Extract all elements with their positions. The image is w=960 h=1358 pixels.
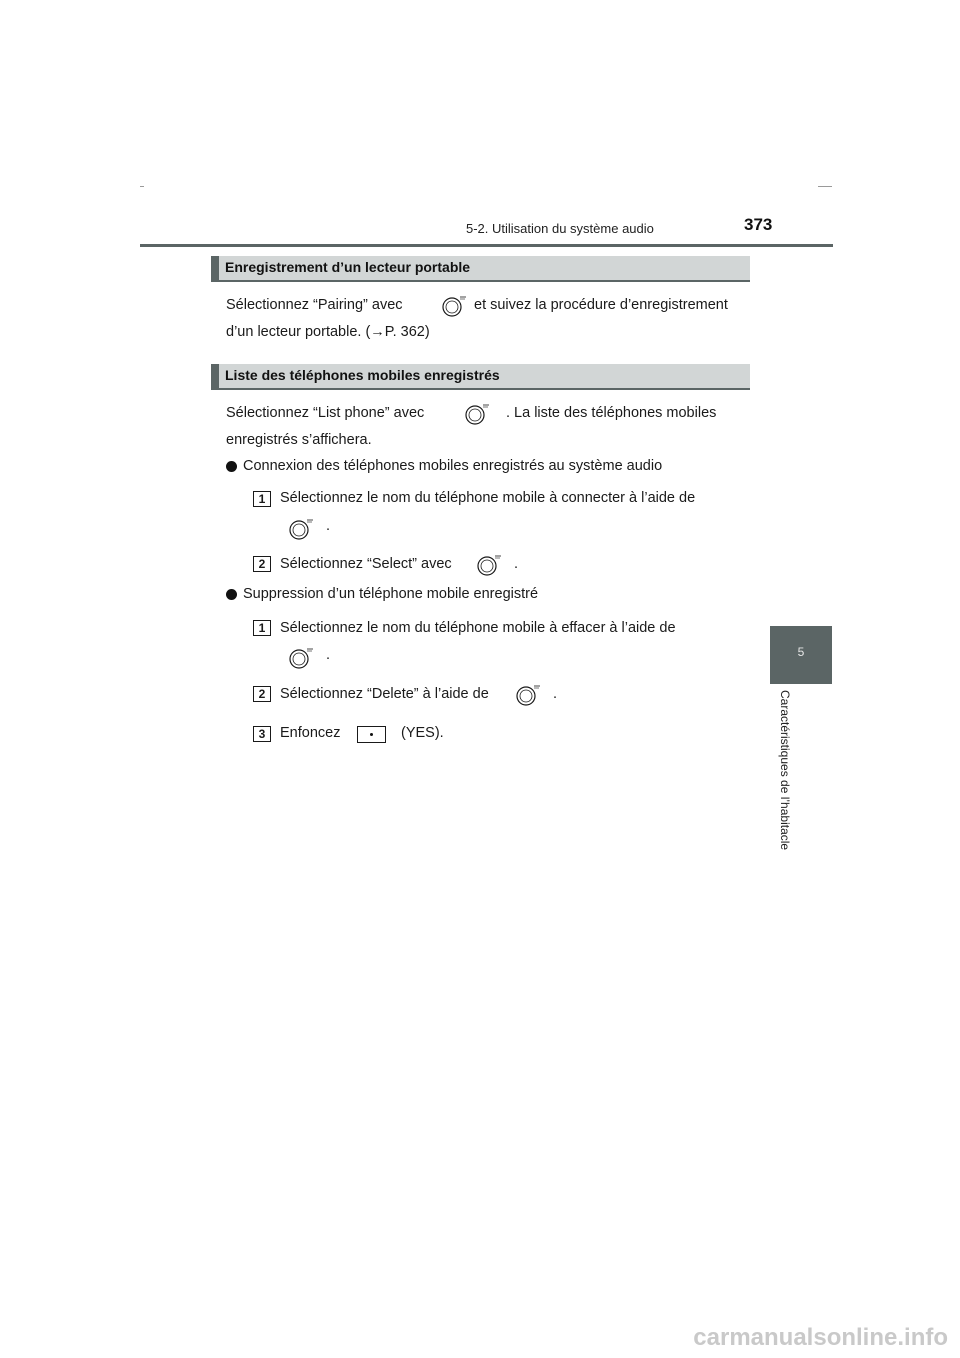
chapter-number: 5	[797, 645, 805, 659]
section-heading-text: Liste des téléphones mobiles enregistrés	[225, 367, 500, 383]
section-heading-portable-player	[211, 256, 750, 282]
step-number-box: 1	[253, 620, 271, 636]
bullet-delete-phone: Suppression d’un téléphone mobile enregistré	[243, 586, 539, 602]
tune-select-knob-icon	[463, 402, 491, 426]
step-number-box: 3	[253, 726, 271, 742]
running-header-title: 5-2. Utilisation du système audio	[466, 221, 654, 236]
pairing-instruction-line2: d’un lecteur portable. (→P. 362)	[226, 324, 430, 340]
chapter-tab	[770, 626, 832, 684]
list-phone-instruction-part1: Sélectionnez “List phone” avec	[226, 405, 425, 421]
section-heading-accent	[211, 364, 219, 388]
section-heading-text: Enregistrement d’un lecteur portable	[225, 259, 471, 275]
tune-select-knob-icon	[440, 294, 468, 318]
crop-mark-right	[818, 186, 832, 187]
list-phone-instruction-part2: . La liste des téléphones mobiles	[506, 405, 717, 421]
chapter-label: Caractéristiques de l’habitacle	[778, 690, 792, 851]
step-connect-select: Sélectionnez “Select” avec	[280, 556, 452, 572]
tune-select-knob-icon	[287, 517, 315, 541]
step-connect-select-name: Sélectionnez le nom du téléphone mobile à connecter à l’aide de	[280, 490, 696, 506]
page-number: 373	[744, 215, 773, 234]
step-delete-period: .	[326, 647, 331, 663]
step-select-period: .	[514, 556, 519, 572]
step-delete-select-name: Sélectionnez le nom du téléphone mobile à effacer à l’aide de	[280, 620, 676, 636]
section-heading-accent	[211, 256, 219, 280]
step-number-box: 1	[253, 491, 271, 507]
step-number-box: 2	[253, 686, 271, 702]
preset-button-icon	[357, 726, 386, 743]
step-number-box: 2	[253, 556, 271, 572]
step-delete-select-period: .	[553, 686, 558, 702]
step-press-key: Enfoncez	[280, 725, 341, 741]
tune-select-knob-icon	[475, 553, 503, 577]
header-rule	[140, 244, 833, 247]
bullet-dot	[226, 589, 237, 600]
watermark: carmanualsonline.info	[693, 1324, 948, 1351]
step-connect-period: .	[326, 518, 331, 534]
tune-select-knob-icon	[514, 683, 542, 707]
section-heading-registered-phones	[211, 364, 750, 390]
bullet-connect-phones: Connexion des téléphones mobiles enregistrés au système audio	[243, 458, 663, 474]
pairing-instruction-part1: Sélectionnez “Pairing” avec	[226, 297, 403, 313]
tune-select-knob-icon	[287, 646, 315, 670]
step-press-yes: (YES).	[401, 725, 444, 741]
step-delete-select: Sélectionnez “Delete” à l’aide de	[280, 686, 489, 702]
bullet-dot	[226, 461, 237, 472]
crop-mark-left	[140, 186, 144, 187]
preset-button-dot	[370, 733, 373, 736]
chapter-label-wrap	[778, 690, 811, 870]
pairing-instruction-part2: et suivez la procédure d’enregistrement	[474, 297, 728, 313]
list-phone-instruction-line2: enregistrés s’affichera.	[226, 432, 372, 448]
